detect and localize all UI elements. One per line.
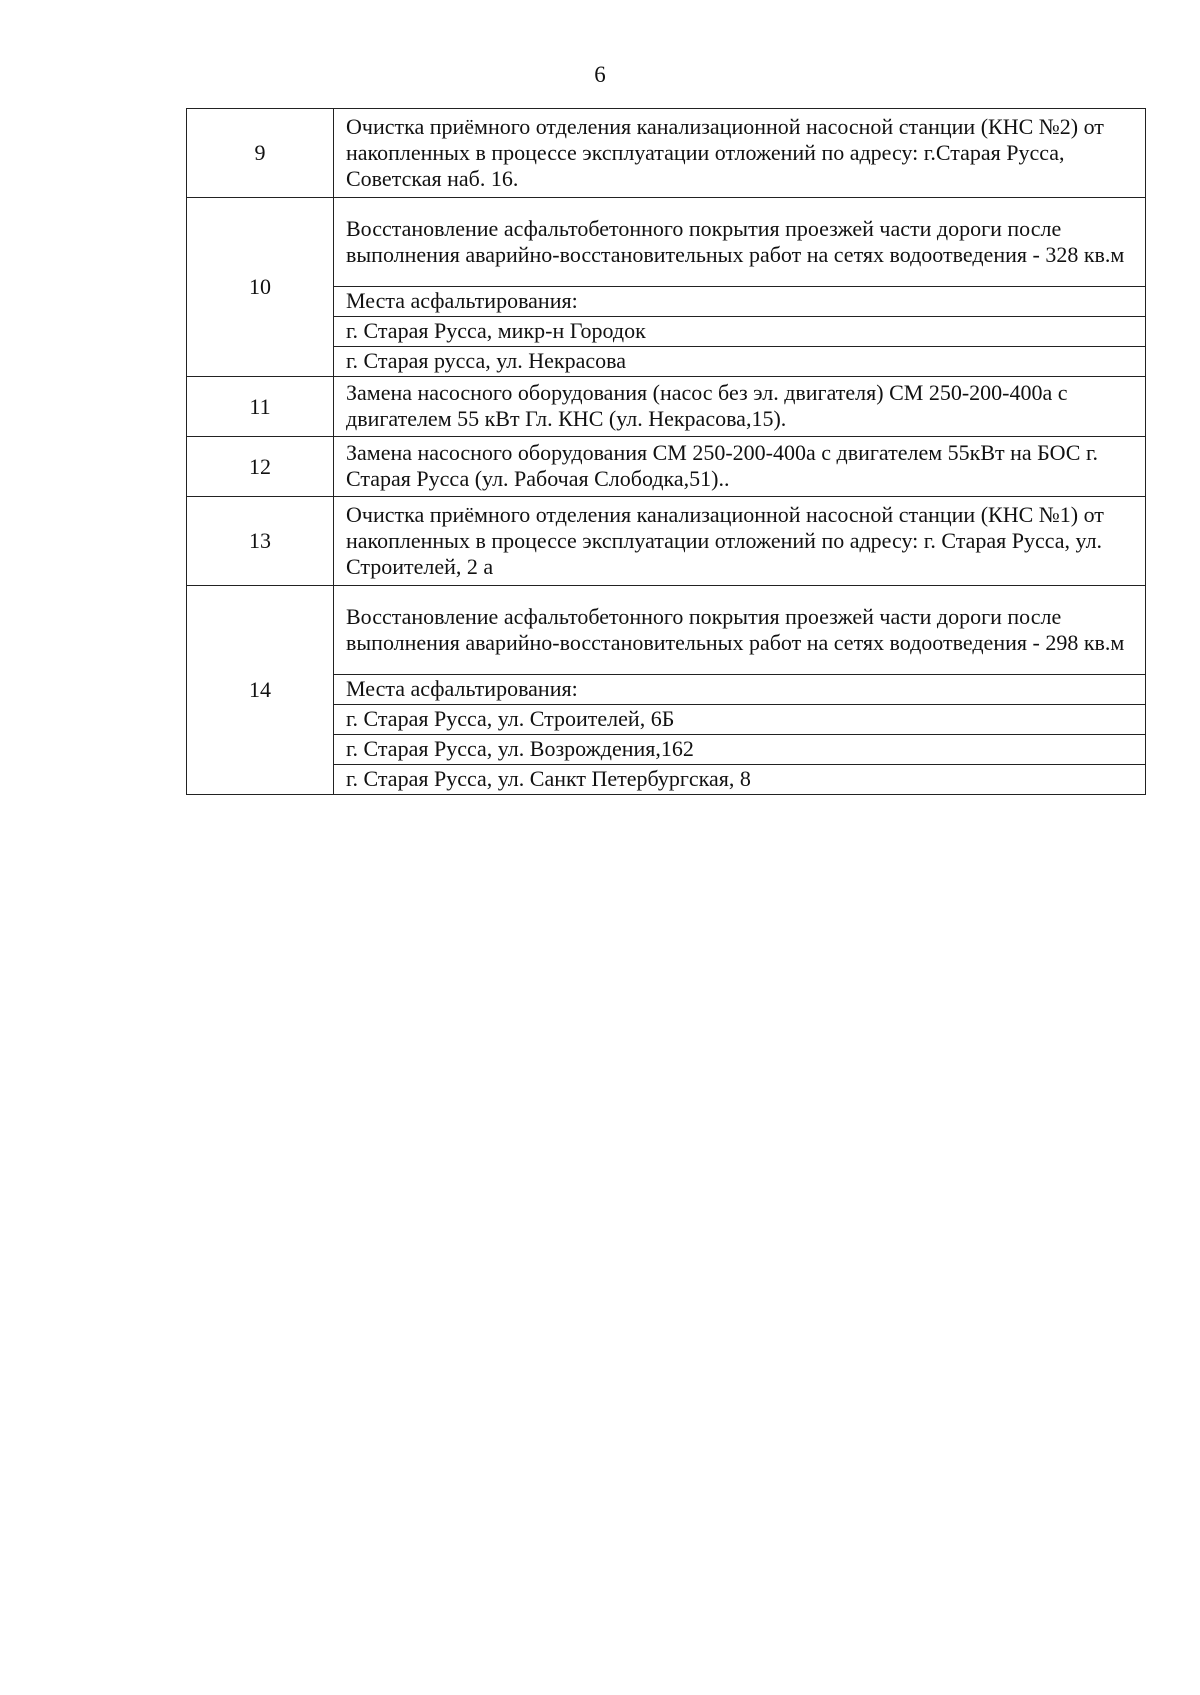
table-row [187,497,1146,586]
address-cell: г. Старая Русса, ул. Санкт Петербургская, 8 [334,765,1146,795]
work-description-cell: Замена насосного оборудования СМ 250-200-400а с двигателем 55кВт на БОС г. Старая Русса (ул. Рабочая Слободка,51).. [334,437,1146,497]
works-table [186,108,1146,795]
row-number-cell: 12 [187,437,334,497]
address-cell: г. Старая Русса, микр-н Городок [334,317,1146,347]
row-number-cell: 11 [187,377,334,437]
work-description-cell: Восстановление асфальтобетонного покрытия проезжей части дороги после выполнения аварийно-восстановительных работ на сетях водоотведения - 328 кв.м [334,198,1146,287]
row-number-cell: 10 [187,198,334,377]
table-row [187,377,1146,437]
address-cell: г. Старая русса, ул. Некрасова [334,347,1146,377]
page-number: 6 [594,62,606,87]
table-row [187,437,1146,497]
places-heading-cell: Места асфальтирования: [334,675,1146,705]
table-row [187,586,1146,675]
row-number-cell: 9 [187,109,334,198]
work-description-cell: Восстановление асфальтобетонного покрытия проезжей части дороги после выполнения аварийно-восстановительных работ на сетях водоотведения - 298 кв.м [334,586,1146,675]
address-cell: г. Старая Русса, ул. Возрождения,162 [334,735,1146,765]
table-row [187,198,1146,287]
places-heading-cell: Места асфальтирования: [334,287,1146,317]
address-cell: г. Старая Русса, ул. Строителей, 6Б [334,705,1146,735]
work-description-cell: Очистка приёмного отделения канализационной насосной станции (КНС №2) от накопленных в процессе эксплуатации отложений по адресу: г.Старая Русса, Советская наб. 16. [334,109,1146,198]
work-description-cell: Очистка приёмного отделения канализационной насосной станции (КНС №1) от накопленных в процессе эксплуатации отложений по адресу: г. Старая Русса, ул. Строителей, 2 а [334,497,1146,586]
row-number-cell: 14 [187,586,334,795]
work-description-cell: Замена насосного оборудования (насос без эл. двигателя) СМ 250-200-400а с двигателем 55 кВт Гл. КНС (ул. Некрасова,15). [334,377,1146,437]
row-number-cell: 13 [187,497,334,586]
table-row [187,109,1146,198]
